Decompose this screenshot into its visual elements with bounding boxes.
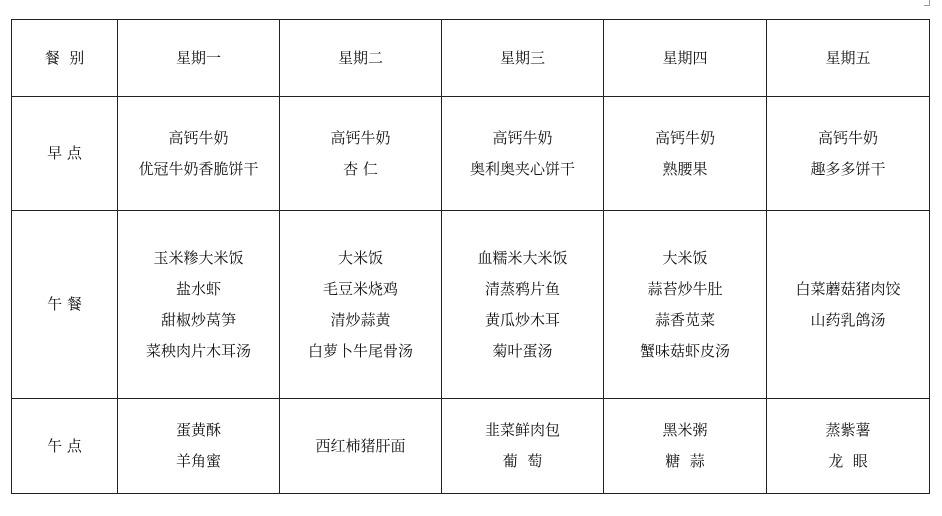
menu-item: 糖 蒜 xyxy=(665,452,705,470)
meal-row-breakfast xyxy=(12,97,930,211)
header-day-cell xyxy=(604,20,767,97)
menu-item: 葡 萄 xyxy=(502,452,543,470)
meal-row-snack xyxy=(12,399,930,494)
header-day-cell xyxy=(442,20,604,97)
menu-item: 趣多多饼干 xyxy=(810,159,886,178)
menu-item: 玉米糁大米饭 xyxy=(153,248,244,267)
meal-label: 午 点 xyxy=(47,436,82,455)
menu-item: 优冠牛奶香脆饼干 xyxy=(138,159,259,178)
menu-item: 蟹味菇虾皮汤 xyxy=(639,341,730,360)
menu-item: 高钙牛奶 xyxy=(330,128,391,147)
menu-item: 高钙牛奶 xyxy=(654,128,715,147)
menu-item: 杏 仁 xyxy=(343,159,378,178)
menu-item: 清炒蒜黄 xyxy=(330,310,391,329)
menu-cell xyxy=(118,97,280,211)
meal-label: 午 餐 xyxy=(47,295,82,313)
menu-cell xyxy=(604,399,767,494)
menu-item: 蒸紫薯 xyxy=(825,421,871,439)
day-tuesday: 星期二 xyxy=(337,48,383,67)
menu-cell xyxy=(767,399,930,494)
menu-cell xyxy=(767,211,930,399)
crop-mark-horizontal xyxy=(924,5,930,6)
menu-cell xyxy=(118,211,280,399)
header-row xyxy=(12,20,930,97)
meal-label-cell xyxy=(12,399,118,494)
menu-item: 高钙牛奶 xyxy=(817,128,878,147)
menu-item: 韭菜鲜肉包 xyxy=(484,421,560,439)
meal-label-cell xyxy=(12,97,118,211)
menu-item: 高钙牛奶 xyxy=(492,128,553,147)
corner-crop-mark xyxy=(0,0,942,6)
menu-item: 山药乳鸽汤 xyxy=(810,310,886,329)
menu-cell xyxy=(767,97,930,211)
menu-item: 盐水虾 xyxy=(175,279,221,298)
header-day-cell xyxy=(280,20,442,97)
meal-label: 早 点 xyxy=(47,144,82,162)
menu-cell xyxy=(280,211,442,399)
menu-cell xyxy=(280,399,442,494)
menu-item: 白萝卜牛尾骨汤 xyxy=(307,341,413,360)
meal-row-lunch xyxy=(12,211,930,399)
menu-item: 白菜蘑菇猪肉饺 xyxy=(795,279,901,298)
menu-item: 大米饭 xyxy=(337,248,383,267)
menu-item: 高钙牛奶 xyxy=(168,128,229,147)
menu-item: 西红柿猪肝面 xyxy=(315,436,406,455)
menu-cell xyxy=(442,97,604,211)
menu-item: 血糯米大米饭 xyxy=(477,248,568,267)
day-friday: 星期五 xyxy=(825,48,871,67)
day-wednesday: 星期三 xyxy=(499,48,545,67)
menu-item: 菊叶蛋汤 xyxy=(492,341,553,360)
header-day-cell xyxy=(118,20,280,97)
weekly-menu-table xyxy=(11,19,930,494)
menu-item: 毛豆米烧鸡 xyxy=(322,279,398,298)
menu-cell xyxy=(442,211,604,399)
menu-item: 大米饭 xyxy=(662,248,708,267)
menu-cell xyxy=(118,399,280,494)
menu-cell xyxy=(442,399,604,494)
menu-item: 蛋黄酥 xyxy=(175,421,221,439)
menu-item: 蒜香苋菜 xyxy=(654,310,715,329)
menu-item: 龙 眼 xyxy=(828,452,868,470)
menu-cell xyxy=(604,211,767,399)
menu-item: 羊角蜜 xyxy=(175,452,221,470)
menu-cell xyxy=(604,97,767,211)
header-label-cell xyxy=(12,20,118,97)
menu-item: 菜秧肉片木耳汤 xyxy=(145,341,251,360)
header-label: 餐 别 xyxy=(44,48,85,67)
menu-cell xyxy=(280,97,442,211)
menu-item: 奥利奥夹心饼干 xyxy=(469,159,575,178)
meal-label-cell xyxy=(12,211,118,399)
menu-item: 蒜苔炒牛肚 xyxy=(647,279,723,298)
menu-item: 清蒸鸦片鱼 xyxy=(484,279,560,298)
day-thursday: 星期四 xyxy=(662,48,708,67)
menu-item: 黑米粥 xyxy=(662,421,708,439)
day-monday: 星期一 xyxy=(175,48,221,67)
menu-item: 黄瓜炒木耳 xyxy=(484,310,560,329)
menu-item: 熟腰果 xyxy=(662,159,708,178)
menu-item: 甜椒炒莴笋 xyxy=(160,310,236,329)
header-day-cell xyxy=(767,20,930,97)
